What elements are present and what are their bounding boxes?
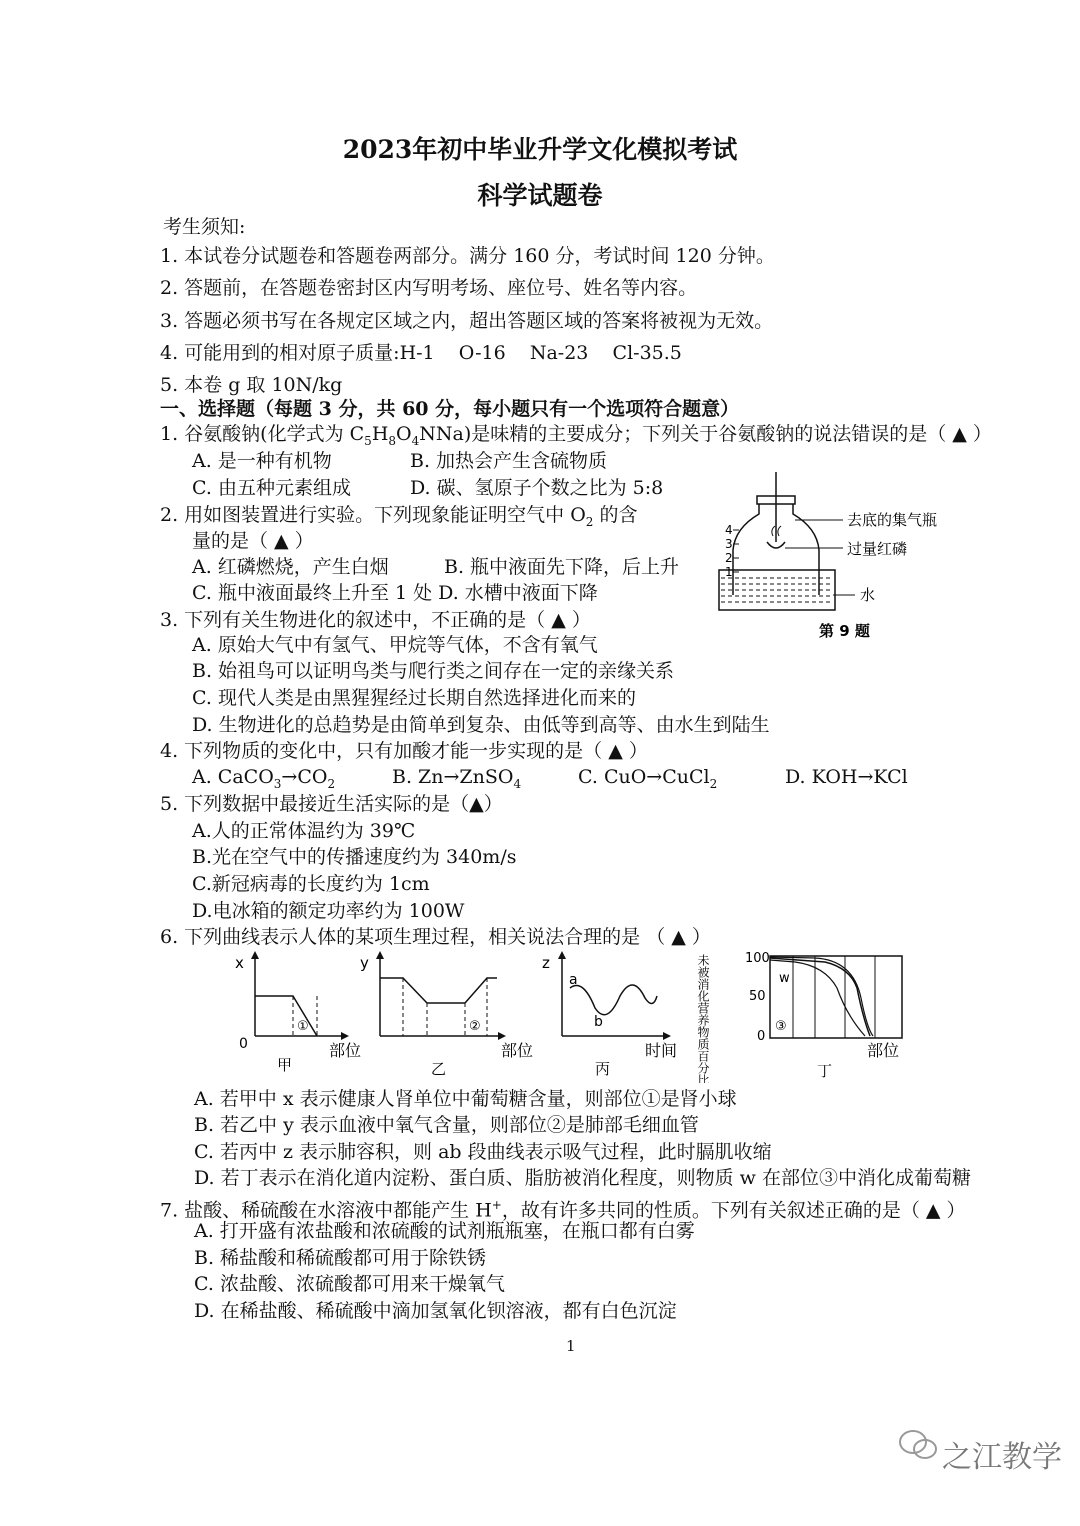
- water-hatching: [721, 578, 833, 602]
- option: [578, 766, 717, 795]
- subscript: 4: [411, 433, 420, 448]
- axis-label: x: [235, 954, 244, 972]
- curve-label: w: [779, 971, 790, 986]
- page-number: 1: [566, 1337, 576, 1355]
- notice-item: 5. 本卷 g 取 10N/kg: [160, 374, 343, 396]
- option: B. 始祖鸟可以证明鸟类与爬行类之间存在一定的亲缘关系: [192, 660, 675, 682]
- figure-graphs: [225, 948, 925, 1087]
- axis-label: 部位: [329, 1041, 362, 1060]
- tick-label: 1: [725, 565, 733, 579]
- stem-part: 1. 谷氨酸钠(化学式为 C: [160, 423, 365, 445]
- graph-name: 丙: [595, 1060, 611, 1078]
- question-stem: 4. 下列物质的变化中，只有加酸才能一步实现的是（ ▲ ）: [160, 740, 648, 762]
- option: D. 在稀盐酸、稀硫酸中滴加氢氧化钡溶液，都有白色沉淀: [194, 1300, 677, 1322]
- tick-label: 50: [749, 989, 766, 1004]
- axis-label: 时间: [645, 1041, 678, 1060]
- superscript: +: [491, 1198, 502, 1212]
- label-phosphorus: 过量红磷: [847, 540, 908, 558]
- tick-label: 2: [725, 551, 733, 565]
- option: D. KOH→KCl: [785, 766, 908, 788]
- question-stem: [160, 504, 637, 533]
- axis-label: 部位: [501, 1041, 534, 1060]
- option: A. 红磷燃烧，产生白烟: [192, 556, 389, 578]
- option: A.人的正常体温约为 39℃: [192, 820, 416, 842]
- question-stem: [160, 1194, 966, 1221]
- option: C. 瓶中液面最终上升至 1 处 D. 水槽中液面下降: [192, 582, 598, 604]
- stem-part: H: [371, 423, 389, 445]
- formula-part: A. CaCO: [192, 766, 274, 788]
- option: B. 若乙中 y 表示血液中氧气含量，则部位②是肺部毛细血管: [194, 1114, 699, 1136]
- question-stem: 6. 下列曲线表示人体的某项生理过程，相关说法合理的是 （ ▲ ）: [160, 926, 711, 948]
- option: D. 若丁表示在消化道内淀粉、蛋白质、脂肪被消化程度，则物质 w 在部位③中消化成葡萄糖: [194, 1167, 971, 1189]
- subscript: 5: [364, 433, 372, 448]
- option: B. 稀盐酸和稀硫酸都可用于除铁锈: [194, 1247, 487, 1269]
- option: C. 浓盐酸、浓硫酸都可用来干燥氧气: [194, 1273, 505, 1295]
- tick-label: 4: [725, 523, 733, 537]
- graph-name: 甲: [277, 1056, 293, 1074]
- option: C.新冠病毒的长度约为 1cm: [192, 873, 430, 895]
- origin-label: 0: [239, 1036, 248, 1052]
- question-stem-cont: 量的是（ ▲ ）: [192, 530, 314, 552]
- stem-part: ，故有许多共同的性质。下列有关叙述正确的是（ ▲ ）: [501, 1199, 966, 1222]
- subscript: 2: [709, 776, 718, 791]
- wechat-icon: [898, 1428, 938, 1462]
- option: [192, 766, 335, 795]
- stem-part: 的含: [593, 504, 638, 526]
- tick-label: 100: [745, 951, 770, 966]
- option: D.电冰箱的额定功率约为 100W: [192, 900, 465, 922]
- question-stem: 3. 下列有关生物进化的叙述中，不正确的是（ ▲ ）: [160, 609, 591, 631]
- stem-part: NNa)是味精的主要成分；下列关于谷氨酸钠的说法错误的是（ ▲ ）: [419, 423, 992, 445]
- option: D. 生物进化的总趋势是由简单到复杂、由低等到高等、由水生到陆生: [192, 714, 770, 736]
- question-stem: [160, 423, 992, 452]
- figure-caption: 第 9 题: [819, 622, 870, 640]
- page-subtitle: 科学试题卷: [477, 181, 603, 210]
- stem-part: 7. 盐酸、稀硫酸在水溶液中都能产生 H: [160, 1199, 492, 1222]
- option: C. 若丙中 z 表示肺容积，则 ab 段曲线表示吸气过程，此时膈肌收缩: [194, 1141, 772, 1163]
- graph-jia: [235, 951, 361, 1074]
- option: C. 现代人类是由黑猩猩经过长期自然选择进化而来的: [192, 687, 636, 709]
- region-mark: ①: [297, 1019, 309, 1034]
- option: A. 若甲中 x 表示健康人肾单位中葡萄糖含量，则部位①是肾小球: [194, 1088, 737, 1110]
- stem-part: O: [396, 423, 412, 445]
- tick-label: 0: [757, 1029, 766, 1044]
- bottle-right-wall: [793, 504, 819, 595]
- point-label: a: [569, 972, 578, 988]
- option: D. 碳、氢原子个数之比为 5:8: [410, 477, 664, 499]
- notice-item: 3. 答题必须书写在各规定区域之内，超出答题区域的答案将被视为无效。: [160, 310, 774, 332]
- axis-label: y: [360, 954, 369, 972]
- option: C. 由五种元素组成: [192, 477, 351, 499]
- option: [392, 766, 521, 795]
- formula-part: C. CuO→CuCl: [578, 766, 710, 788]
- graph-bing: [542, 951, 677, 1078]
- graph-name: 丁: [817, 1062, 833, 1080]
- label-bottle: 去底的集气瓶: [847, 511, 938, 529]
- subscript: 4: [513, 776, 522, 791]
- graph-yi: [360, 951, 533, 1078]
- graph-name: 乙: [431, 1060, 447, 1078]
- option: B. 加热会产生含硫物质: [410, 450, 608, 472]
- region-mark: ②: [469, 1019, 481, 1034]
- subscript: 3: [273, 776, 282, 791]
- option: A. 原始大气中有氢气、甲烷等气体，不含有氧气: [192, 634, 598, 656]
- axis-label: z: [542, 954, 550, 972]
- region-mark: ③: [775, 1019, 787, 1034]
- notice-item: 4. 可能用到的相对原子质量:H-1 O-16 Na-23 Cl-35.5: [160, 342, 682, 364]
- figure-apparatus: [715, 470, 975, 649]
- subscript: 2: [327, 776, 336, 791]
- tick-label: 3: [725, 537, 733, 551]
- notice-item: 2. 答题前，在答题卷密封区内写明考场、座位号、姓名等内容。: [160, 277, 698, 299]
- option: A. 打开盛有浓盐酸和浓硫酸的试剂瓶瓶塞，在瓶口都有白雾: [194, 1220, 695, 1242]
- apparatus-diagram: [715, 470, 975, 645]
- graph-ding: [696, 951, 902, 1083]
- question-stem: 5. 下列数据中最接近生活实际的是（▲）: [160, 793, 503, 815]
- stem-part: 2. 用如图装置进行实验。下列现象能证明空气中 O: [160, 504, 586, 526]
- option: A. 是一种有机物: [192, 450, 332, 472]
- axis-label: 部位: [867, 1041, 900, 1060]
- notice-heading: 考生须知:: [163, 216, 246, 238]
- point-label: b: [594, 1014, 603, 1030]
- section-heading: 一、选择题（每题 3 分，共 60 分，每小题只有一个选项符合题意）: [160, 398, 740, 420]
- combustion-spoon: [767, 542, 785, 548]
- formula-part: →CO: [281, 766, 328, 788]
- watermark: 之江教学: [942, 1440, 1062, 1475]
- notice-item: 1. 本试卷分试题卷和答题卷两部分。满分 160 分，考试时间 120 分钟。: [160, 245, 775, 267]
- label-water: 水: [860, 586, 876, 604]
- option: B.光在空气中的传播速度约为 340m/s: [192, 846, 517, 868]
- page-title: 2023年初中毕业升学文化模拟考试: [342, 135, 738, 164]
- formula-part: B. Zn→ZnSO: [392, 766, 514, 788]
- physiology-graphs: [225, 948, 925, 1083]
- option: B. 瓶中液面先下降，后上升: [444, 556, 680, 578]
- axis-label: 未被消化营养物质百分比%: [696, 954, 710, 1083]
- subscript: 8: [388, 433, 397, 448]
- subscript: 2: [585, 514, 594, 529]
- bottle-left-wall: [733, 504, 759, 595]
